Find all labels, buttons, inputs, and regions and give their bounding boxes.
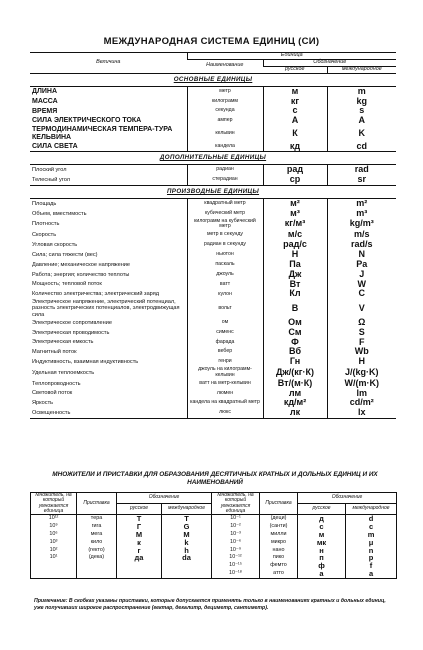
prefix-cell: (деци) bbox=[260, 515, 298, 523]
quantity-cell: Освещенность bbox=[30, 408, 187, 418]
unit-row bbox=[30, 408, 396, 418]
unit-name-cell: метр bbox=[187, 86, 263, 96]
section-title: ПРОИЗВОДНЫЕ ЕДИНИЦЫ bbox=[166, 188, 260, 196]
unit-row bbox=[30, 126, 396, 141]
units-body bbox=[30, 73, 396, 418]
international-symbol-cell: da bbox=[162, 554, 212, 562]
quantity-cell: Электрическая емкость bbox=[32, 339, 94, 346]
section-title: ДОПОЛНИТЕЛЬНЫЕ ЕДИНИЦЫ bbox=[159, 154, 267, 162]
unit-row bbox=[30, 347, 396, 357]
unit-row bbox=[30, 165, 396, 175]
international-symbol-cell: rad bbox=[354, 164, 369, 175]
prefix-row bbox=[31, 570, 397, 578]
quantity-cell: Плоский угол bbox=[32, 167, 67, 174]
international-symbol-cell: G bbox=[162, 523, 212, 531]
international-symbol-cell: kg bbox=[356, 95, 368, 106]
russian-symbol-cell: Дж/(кг·К) bbox=[263, 367, 327, 378]
unit-row bbox=[30, 106, 396, 116]
pref-header-symbol-1: Обозначение bbox=[117, 493, 212, 504]
header-symbol: Обозначение bbox=[263, 59, 396, 66]
international-symbol-cell: K bbox=[358, 127, 366, 138]
unit-name-cell: квадратный метр bbox=[187, 198, 263, 208]
unit-row bbox=[30, 398, 396, 408]
russian-symbol-cell: А bbox=[263, 116, 327, 126]
multiplier-cell: 10¹² bbox=[31, 515, 77, 523]
quantity-cell: ВРЕМЯ bbox=[32, 107, 58, 115]
unit-row bbox=[30, 367, 396, 378]
unit-row bbox=[30, 318, 396, 328]
international-symbol-cell: μ bbox=[346, 539, 397, 547]
international-symbol-cell: rad/s bbox=[351, 238, 373, 249]
prefix-row bbox=[31, 531, 397, 539]
russian-symbol-cell: Вт bbox=[263, 280, 327, 290]
multiplier-cell bbox=[31, 562, 77, 570]
unit-name-cell: вебер bbox=[187, 347, 263, 357]
quantity-cell: Электрическое сопротивление bbox=[32, 319, 112, 326]
prefix-cell bbox=[77, 570, 117, 578]
document-title: МЕЖДУНАРОДНАЯ СИСТЕМА ЕДИНИЦ (СИ) bbox=[103, 36, 320, 47]
russian-symbol-cell: а bbox=[298, 570, 346, 578]
russian-symbol-cell: См bbox=[263, 328, 327, 338]
unit-name-cell: кулон bbox=[187, 289, 263, 299]
russian-symbol-cell: м/с bbox=[263, 230, 327, 240]
header-name: Наименование bbox=[187, 59, 263, 73]
prefix-cell: тера bbox=[77, 515, 117, 523]
international-symbol-cell: m² bbox=[356, 197, 368, 208]
international-symbol-cell: F bbox=[359, 336, 365, 347]
international-symbol-cell: f bbox=[346, 562, 397, 570]
multiplier-cell: 10⁻¹⁸ bbox=[212, 570, 260, 578]
multiplier-cell: 10⁻¹² bbox=[212, 554, 260, 562]
russian-symbol-cell: Дж bbox=[263, 270, 327, 280]
unit-name-cell: люмен bbox=[187, 389, 263, 399]
pref-header-symbol-2: Обозначение bbox=[298, 493, 397, 504]
quantity-cell: Давление; механическое напряжение bbox=[32, 261, 131, 268]
multiplier-cell: 10³ bbox=[31, 539, 77, 547]
si-units-table bbox=[30, 52, 396, 419]
unit-name-cell: кельвин bbox=[187, 126, 263, 141]
russian-symbol-cell: мк bbox=[298, 539, 346, 547]
unit-name-cell: ампер bbox=[187, 116, 263, 126]
russian-symbol-cell: кг bbox=[263, 97, 327, 107]
prefix-row bbox=[31, 539, 397, 547]
prefixes-title: МНОЖИТЕЛИ И ПРИСТАВКИ ДЛЯ ОБРАЗОВАНИЯ ДЕСЯТИЧНЫХ КРАТНЫХ И ДОЛЬНЫХ ЕДИНИЦ И ИХ НАИМЕНОВАНИЙ bbox=[52, 471, 378, 486]
prefix-cell: (гекто) bbox=[77, 547, 117, 555]
unit-row bbox=[30, 116, 396, 126]
unit-row bbox=[30, 299, 396, 317]
quantity-cell: Объем, вместимость bbox=[32, 210, 87, 217]
russian-symbol-cell: Вт/(м·К) bbox=[263, 379, 327, 389]
prefix-cell: кило bbox=[77, 539, 117, 547]
unit-name-cell: радиан bbox=[187, 165, 263, 175]
prefix-row bbox=[31, 547, 397, 555]
pref-header-international-2: международное bbox=[346, 504, 397, 515]
unit-name-cell: килограмм bbox=[187, 97, 263, 107]
unit-name-cell: люкс bbox=[187, 408, 263, 418]
russian-symbol-cell: кд bbox=[263, 142, 327, 152]
pref-header-prefix-2: Приставка bbox=[260, 493, 298, 515]
pref-header-multiplier-1: Множитель, на который умножается единица bbox=[31, 493, 77, 515]
unit-name-cell: паскаль bbox=[187, 260, 263, 270]
prefix-cell: нано bbox=[260, 547, 298, 555]
quantity-cell: Площадь bbox=[32, 200, 57, 207]
pref-header-multiplier-2: Множитель, на который умножается единица bbox=[212, 493, 260, 515]
prefixes-body bbox=[31, 515, 397, 579]
international-symbol-cell: cd/m² bbox=[349, 397, 374, 408]
russian-symbol-cell: м³ bbox=[263, 209, 327, 219]
multiplier-cell: 10⁻² bbox=[212, 523, 260, 531]
prefix-row bbox=[31, 515, 397, 523]
unit-row bbox=[30, 142, 396, 152]
prefix-cell: микро bbox=[260, 539, 298, 547]
international-symbol-cell: M bbox=[162, 531, 212, 539]
unit-row bbox=[30, 289, 396, 299]
quantity-cell: ДЛИНА bbox=[32, 87, 58, 95]
multiplier-cell: 10⁶ bbox=[31, 531, 77, 539]
international-symbol-cell: W bbox=[357, 278, 367, 289]
international-symbol-cell bbox=[162, 562, 212, 570]
russian-symbol-cell: кг/м³ bbox=[263, 219, 327, 230]
international-symbol-cell: Ω bbox=[358, 316, 366, 327]
international-symbol-cell: Wb bbox=[354, 346, 369, 357]
quantity-cell: Сила; сила тяжести (вес) bbox=[32, 251, 98, 258]
quantity-cell: Электрическая проводимость bbox=[32, 329, 110, 336]
multiplier-cell: 10⁹ bbox=[31, 523, 77, 531]
russian-symbol-cell: г bbox=[117, 547, 162, 555]
prefix-row bbox=[31, 554, 397, 562]
unit-name-cell: секунда bbox=[187, 106, 263, 116]
russian-symbol-cell: М bbox=[117, 531, 162, 539]
international-symbol-cell: W/(m·K) bbox=[344, 377, 380, 388]
pref-header-russian-2: русское bbox=[298, 504, 346, 515]
international-symbol-cell: h bbox=[162, 547, 212, 555]
russian-symbol-cell: Н bbox=[263, 250, 327, 260]
unit-row bbox=[30, 230, 396, 240]
international-symbol-cell: d bbox=[346, 515, 397, 523]
international-symbol-cell: Pa bbox=[356, 258, 368, 269]
header-russian: русское bbox=[263, 66, 327, 73]
multiplier-cell: 10⁻⁶ bbox=[212, 539, 260, 547]
russian-symbol-cell: Вб bbox=[263, 347, 327, 357]
russian-symbol-cell: Кл bbox=[263, 289, 327, 299]
section-heading bbox=[30, 186, 396, 199]
multiplier-cell: 10⁻³ bbox=[212, 531, 260, 539]
multiplier-cell: 10² bbox=[31, 547, 77, 555]
quantity-cell: МАССА bbox=[32, 97, 58, 105]
unit-name-cell: кубический метр bbox=[187, 209, 263, 219]
international-symbol-cell: C bbox=[358, 288, 366, 299]
unit-name-cell: генри bbox=[187, 357, 263, 367]
international-symbol-cell bbox=[162, 570, 212, 578]
unit-name-cell: метр в секунду bbox=[187, 230, 263, 240]
russian-symbol-cell: с bbox=[298, 523, 346, 531]
quantity-cell: Магнитный поток bbox=[32, 349, 77, 356]
prefix-cell: милли bbox=[260, 531, 298, 539]
quantity-cell: Плотность bbox=[32, 221, 60, 228]
unit-name-cell: стерадиан bbox=[187, 175, 263, 185]
international-symbol-cell: cd bbox=[356, 140, 368, 151]
russian-symbol-cell: м bbox=[263, 86, 327, 96]
unit-name-cell: сименс bbox=[187, 328, 263, 338]
international-symbol-cell: m/s bbox=[354, 229, 370, 240]
unit-row bbox=[30, 338, 396, 348]
multiplier-cell: 10¹ bbox=[31, 554, 77, 562]
prefix-cell: (санти) bbox=[260, 523, 298, 531]
multiplier-cell: 10⁻⁹ bbox=[212, 547, 260, 555]
section-heading bbox=[30, 152, 396, 165]
pref-header-russian-1: русское bbox=[117, 504, 162, 515]
russian-symbol-cell: ф bbox=[298, 562, 346, 570]
unit-row bbox=[30, 379, 396, 389]
russian-symbol-cell: Ф bbox=[263, 338, 327, 348]
unit-row bbox=[30, 250, 396, 260]
russian-symbol-cell: К bbox=[263, 126, 327, 141]
international-symbol-cell: m bbox=[357, 85, 366, 96]
unit-name-cell: кандела на квадратный метр bbox=[187, 398, 263, 408]
international-symbol-cell: V bbox=[358, 302, 365, 313]
russian-symbol-cell: Т bbox=[117, 515, 162, 523]
international-symbol-cell: a bbox=[346, 570, 397, 578]
russian-symbol-cell: м² bbox=[263, 198, 327, 208]
russian-symbol-cell bbox=[117, 562, 162, 570]
international-symbol-cell: N bbox=[358, 248, 366, 259]
russian-symbol-cell: да bbox=[117, 554, 162, 562]
international-symbol-cell: m³ bbox=[356, 207, 368, 218]
prefixes-table bbox=[30, 492, 397, 579]
multiplier-cell: 10⁻¹ bbox=[212, 515, 260, 523]
unit-name-cell: ньютон bbox=[187, 250, 263, 260]
russian-symbol-cell: п bbox=[298, 554, 346, 562]
prefix-cell: фемто bbox=[260, 562, 298, 570]
multiplier-cell bbox=[31, 570, 77, 578]
international-symbol-cell: m bbox=[346, 531, 397, 539]
section-title: ОСНОВНЫЕ ЕДИНИЦЫ bbox=[173, 75, 253, 83]
international-symbol-cell: J bbox=[359, 268, 365, 279]
unit-row bbox=[30, 219, 396, 230]
unit-name-cell: фарада bbox=[187, 338, 263, 348]
pref-header-prefix-1: Приставка bbox=[77, 493, 117, 515]
prefix-cell: пико bbox=[260, 554, 298, 562]
international-symbol-cell: k bbox=[162, 539, 212, 547]
unit-name-cell: джоуль bbox=[187, 270, 263, 280]
unit-name-cell: ом bbox=[187, 318, 263, 328]
international-symbol-cell: kg/m³ bbox=[349, 218, 374, 229]
russian-symbol-cell: кд/м² bbox=[263, 398, 327, 408]
quantity-cell: Удельная теплоемкость bbox=[32, 369, 95, 376]
russian-symbol-cell: м bbox=[298, 531, 346, 539]
russian-symbol-cell: Па bbox=[263, 260, 327, 270]
unit-name-cell: вольт bbox=[187, 299, 263, 317]
unit-name-cell: радиан в секунду bbox=[187, 240, 263, 250]
unit-row bbox=[30, 270, 396, 280]
quantity-cell: Световой поток bbox=[32, 390, 73, 397]
international-symbol-cell: lx bbox=[327, 408, 396, 418]
quantity-cell: Мощность; тепловой поток bbox=[32, 281, 102, 288]
header-quantity: Величина bbox=[30, 53, 187, 74]
prefix-cell: мега bbox=[77, 531, 117, 539]
multiplier-cell: 10⁻¹⁵ bbox=[212, 562, 260, 570]
russian-symbol-cell: к bbox=[117, 539, 162, 547]
prefix-cell: гига bbox=[77, 523, 117, 531]
quantity-cell: Индуктивность, взаимная индуктивность bbox=[32, 359, 139, 366]
unit-row bbox=[30, 198, 396, 208]
international-symbol-cell: n bbox=[346, 547, 397, 555]
russian-symbol-cell: ср bbox=[263, 175, 327, 185]
international-symbol-cell: S bbox=[358, 326, 365, 337]
quantity-cell: Работа; энергия; количество теплоты bbox=[32, 271, 130, 278]
international-symbol-cell: T bbox=[162, 515, 212, 523]
quantity-cell: Количество электричества; электрический заряд bbox=[32, 291, 160, 298]
unit-name-cell: кандела bbox=[187, 142, 263, 152]
header-unit: Единица bbox=[187, 53, 396, 60]
quantity-cell: Угловая скорость bbox=[32, 241, 78, 248]
quantity-cell: Теплопроводность bbox=[32, 380, 81, 387]
pref-header-international-1: международное bbox=[162, 504, 212, 515]
unit-row bbox=[30, 175, 396, 185]
international-symbol-cell: c bbox=[346, 523, 397, 531]
unit-name-cell: ватт bbox=[187, 280, 263, 290]
russian-symbol-cell: Ом bbox=[263, 318, 327, 328]
unit-name-cell: джоуль на килограмм-кельвин bbox=[187, 367, 263, 378]
russian-symbol-cell: Гн bbox=[263, 357, 327, 367]
unit-row bbox=[30, 328, 396, 338]
unit-name-cell: ватт на метр-кельвин bbox=[187, 379, 263, 389]
prefix-cell bbox=[77, 562, 117, 570]
prefix-cell: (дека) bbox=[77, 554, 117, 562]
russian-symbol-cell: д bbox=[298, 515, 346, 523]
international-symbol-cell: s bbox=[359, 105, 365, 116]
header-international: международное bbox=[327, 66, 396, 73]
quantity-cell: Скорость bbox=[32, 231, 57, 238]
unit-name-cell: килограмм на кубический метр bbox=[187, 219, 263, 230]
quantity-cell: Телесный угол bbox=[32, 177, 70, 184]
russian-symbol-cell: лм bbox=[263, 389, 327, 399]
unit-row bbox=[30, 389, 396, 399]
unit-row bbox=[30, 86, 396, 96]
russian-symbol-cell: Г bbox=[117, 523, 162, 531]
footnote: Примечание: В скобках указаны приставки, которые допускается применять только в наименованиях кратных и дольных единиц, уже получивших широкое распространение (гектар, декалитр, дециметр, сантиметр). bbox=[34, 598, 386, 611]
quantity-cell: Электрическое напряжение, электрический потенциал, разность электрических потенциалов, электродвижущая сила bbox=[32, 299, 180, 318]
russian-symbol-cell: рад/с bbox=[263, 240, 327, 250]
section-heading bbox=[30, 73, 396, 86]
unit-row bbox=[30, 97, 396, 107]
international-symbol-cell: A bbox=[358, 115, 366, 126]
russian-symbol-cell: н bbox=[298, 547, 346, 555]
unit-row bbox=[30, 260, 396, 270]
russian-symbol-cell: с bbox=[263, 106, 327, 116]
international-symbol-cell: p bbox=[346, 554, 397, 562]
quantity-cell: ТЕРМОДИНАМИЧЕСКАЯ ТЕМПЕРА-ТУРА КЕЛЬВИНА bbox=[32, 126, 173, 141]
international-symbol-cell: sr bbox=[357, 174, 367, 185]
unit-row bbox=[30, 280, 396, 290]
russian-symbol-cell bbox=[117, 570, 162, 578]
international-symbol-cell: H bbox=[358, 356, 366, 367]
international-symbol-cell: lm bbox=[356, 387, 368, 398]
prefix-cell: атто bbox=[260, 570, 298, 578]
unit-row bbox=[30, 240, 396, 250]
quantity-cell: СИЛА СВЕТА bbox=[32, 142, 78, 150]
russian-symbol-cell: рад bbox=[263, 165, 327, 175]
quantity-cell: СИЛА ЭЛЕКТРИЧЕСКОГО ТОКА bbox=[32, 117, 142, 125]
prefix-row bbox=[31, 523, 397, 531]
russian-symbol-cell: В bbox=[263, 299, 327, 317]
international-symbol-cell: J/(kg·K) bbox=[345, 366, 379, 377]
prefix-row bbox=[31, 562, 397, 570]
quantity-cell: Яркость bbox=[32, 400, 54, 407]
russian-symbol-cell: лк bbox=[263, 408, 327, 418]
